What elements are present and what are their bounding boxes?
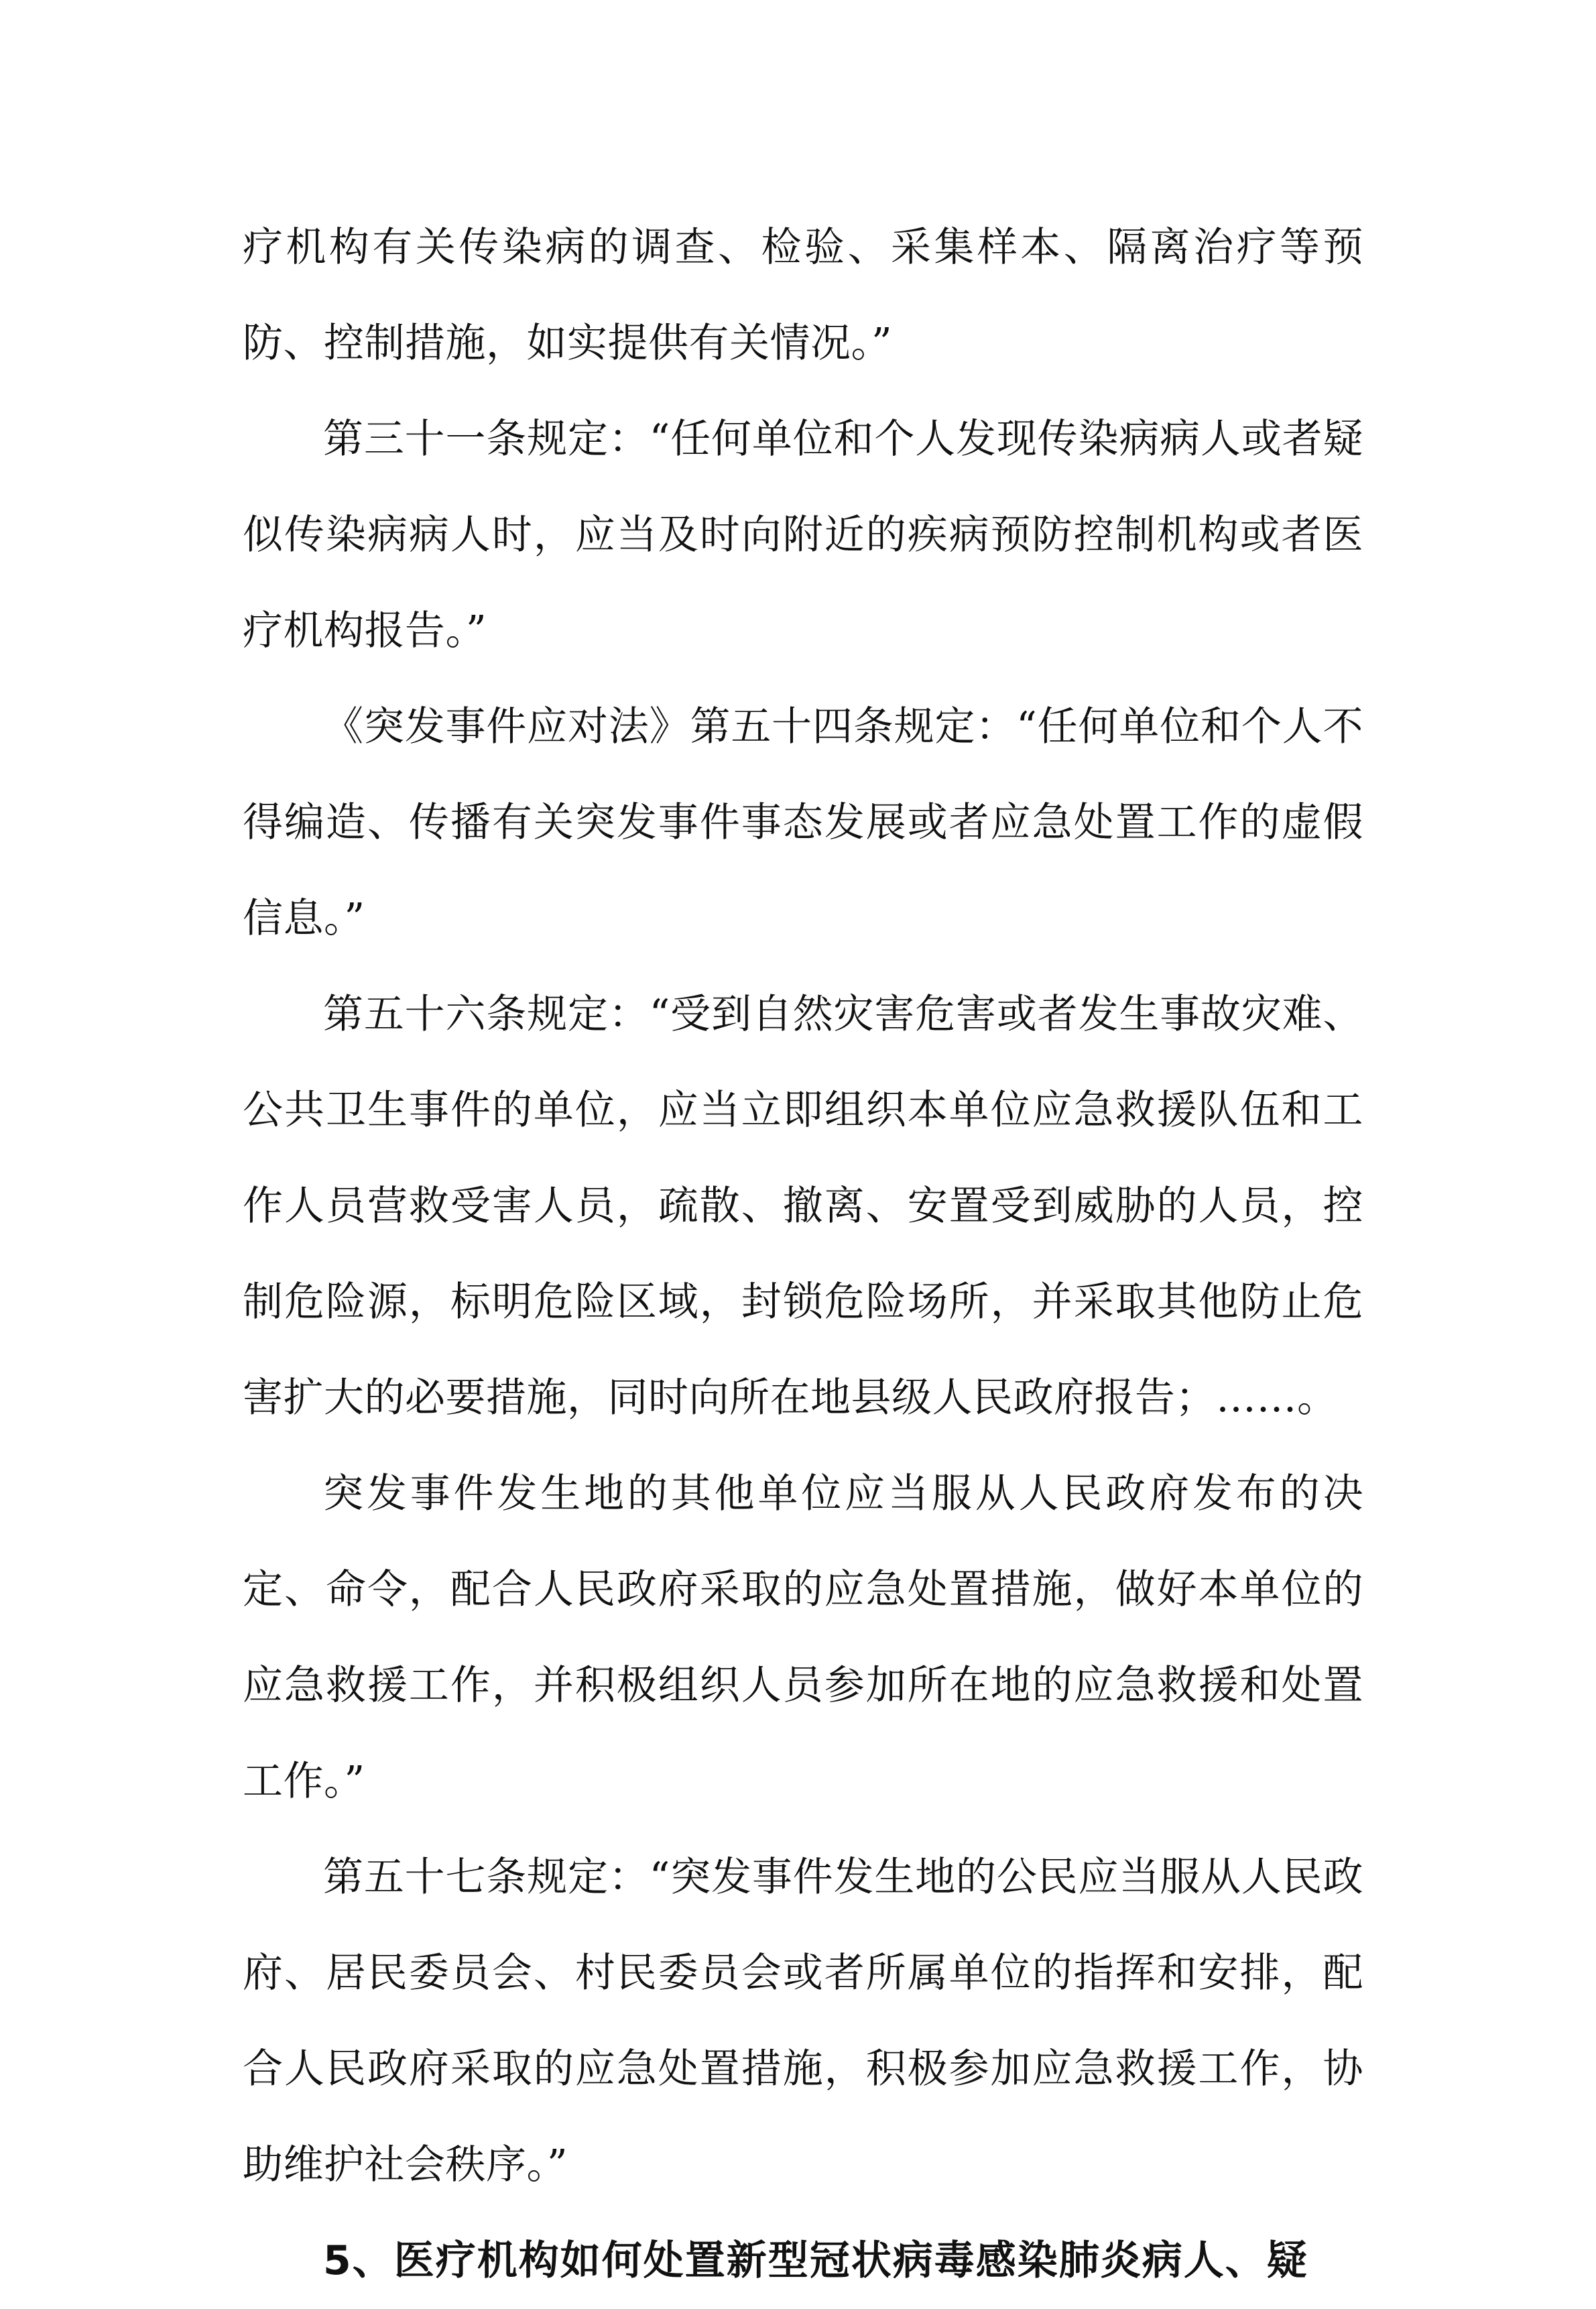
paragraph-article-56-cont: 突发事件发生地的其他单位应当服从人民政府发布的决定、命令，配合人民政府采取的应急处置措施，做好本单位的应急救援工作，并积极组织人员参加所在地的应急救援和处置工作。” <box>243 1470 1363 1805</box>
section-heading-5: 5、医疗机构如何处置新型冠状病毒感染肺炎病人、疑 <box>323 2237 1308 2284</box>
paragraph-article-56: 第五十六条规定：“受到自然灾害危害或者发生事故灾难、公共卫生事件的单位，应当立即组织本单位应急救援队伍和工作人员营救受害人员，疏散、撤离、安置受到威胁的人员，控制危险源，标明危险区域，封锁危险场所，并采取其他防止危害扩大的必要措施，同时向所在地县级人民政府报告；……。 <box>243 991 1363 1421</box>
paragraph-article-54: 《突发事件应对法》第五十四条规定：“任何单位和个人不得编造、传播有关突发事件事态发展或者应急处置工作的虚假信息。” <box>243 703 1363 942</box>
paragraph-continuation: 疗机构有关传染病的调查、检验、采集样本、隔离治疗等预防、控制措施，如实提供有关情况。” <box>243 224 1363 367</box>
paragraph-article-31: 第三十一条规定：“任何单位和个人发现传染病病人或者疑似传染病病人时，应当及时向附近的疾病预防控制机构或者医疗机构报告。” <box>243 416 1363 654</box>
document-body <box>243 200 1363 2309</box>
paragraph-article-57: 第五十七条规定：“突发事件发生地的公民应当服从人民政府、居民委员会、村民委员会或者所属单位的指挥和安排，配合人民政府采取的应急处置措施，积极参加应急救援工作，协助维护社会秩序。” <box>243 1854 1363 2188</box>
